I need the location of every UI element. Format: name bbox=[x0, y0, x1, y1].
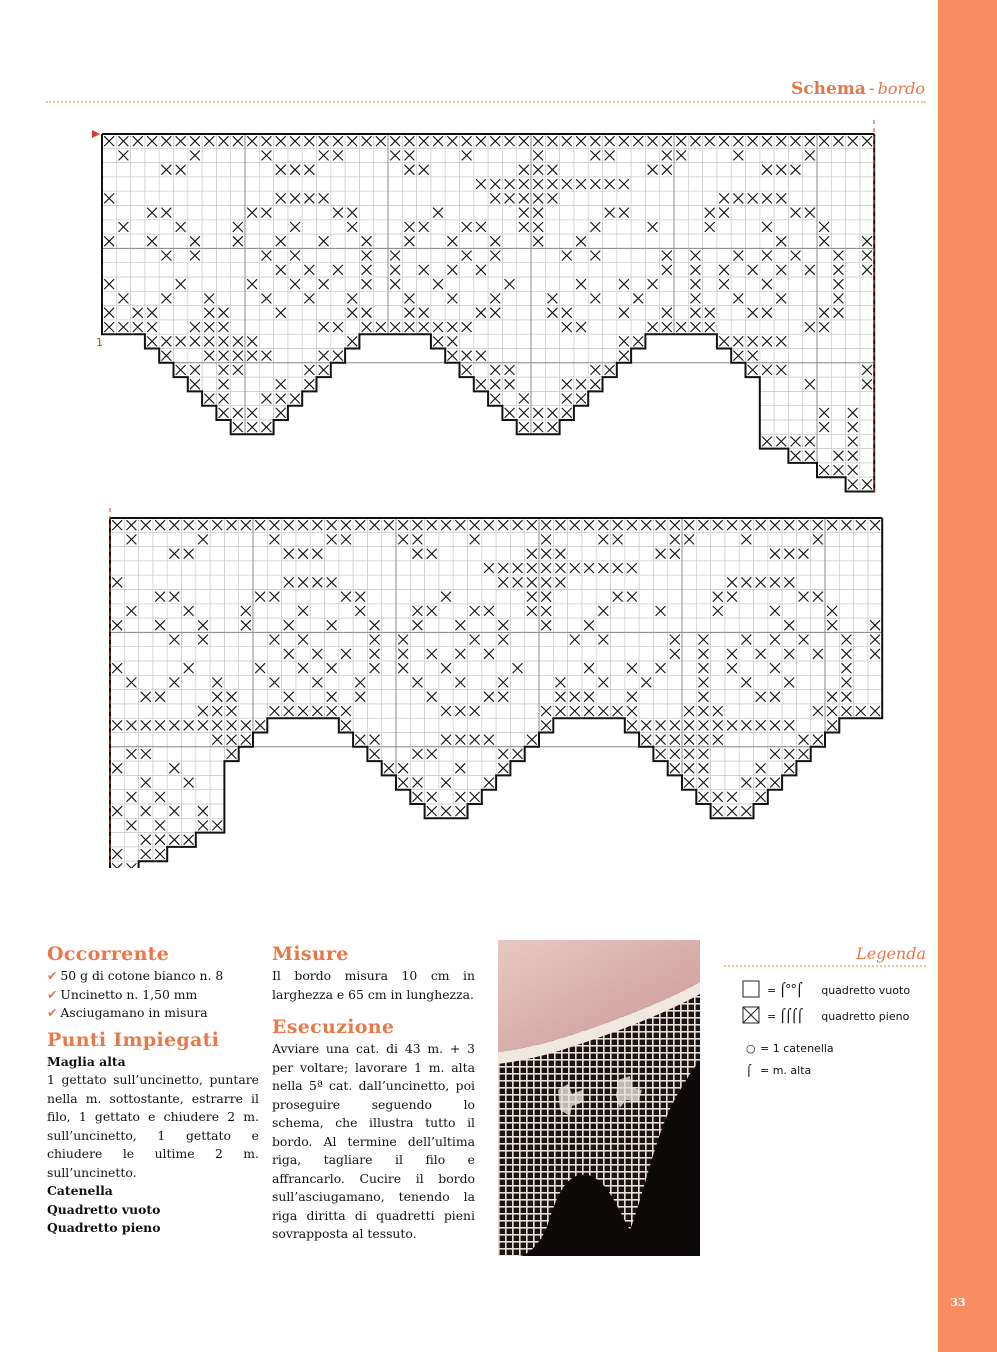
legend-row-filled bbox=[742, 1003, 926, 1029]
legend-row-catenella bbox=[746, 1037, 926, 1059]
chart-grid-bottom bbox=[80, 508, 900, 868]
chain-icon: ○ bbox=[746, 1041, 756, 1055]
occorrente-heading: Occorrente bbox=[47, 943, 170, 965]
quadretto-pieno-label: Quadretto pieno bbox=[47, 1220, 161, 1235]
page-header bbox=[791, 79, 925, 99]
header-separator: - bbox=[868, 79, 875, 99]
material-item: Asciugamano in misura bbox=[60, 1005, 208, 1020]
lace-photo-illustration bbox=[498, 940, 700, 1256]
left-column bbox=[47, 943, 259, 1238]
check-icon: ✔ bbox=[47, 1005, 58, 1020]
legend-row-malta bbox=[746, 1059, 926, 1081]
materials-list bbox=[47, 967, 259, 1023]
list-item bbox=[47, 1004, 259, 1023]
legend-label: = m. alta bbox=[760, 1063, 812, 1077]
legend-title: Legenda bbox=[856, 944, 926, 963]
empty-square-icon bbox=[742, 980, 764, 1001]
maglia-alta-label: Maglia alta bbox=[47, 1053, 126, 1069]
header-rule bbox=[46, 101, 926, 103]
legend-eq: = bbox=[767, 983, 777, 997]
legend-rule bbox=[724, 965, 926, 967]
list-item bbox=[47, 967, 259, 986]
side-tab bbox=[938, 0, 997, 1352]
esecuzione-heading: Esecuzione bbox=[272, 1016, 395, 1038]
esecuzione-text: Avviare una cat. di 43 m. + 3 per voltare; lavorare 1 m. alta nella 5ª cat. dall’uncinetto, poi proseguire seguendo lo schema, che illustra tutto il bordo. Al termine dell’ultima riga, tagliare il filo e affrancarlo. Cucire il bordo sull’asciugamano, tenendo la riga diritta di quadretti pieni sovrapposta al tessuto. bbox=[272, 1041, 475, 1241]
misure-heading: Misure bbox=[272, 943, 349, 965]
legend-row-empty bbox=[742, 977, 926, 1003]
stitch-symbols: ⌠⌠⌠⌠ bbox=[779, 1008, 803, 1024]
chart-grid-top bbox=[80, 120, 900, 500]
legend bbox=[724, 944, 926, 1081]
maglia-alta-text: 1 gettato sull’uncinetto, puntare nella m. sottostante, estrarre il filo, 1 gettato e chiudere 2 m. sull’uncinetto, 1 gettato e chiudere le ultime 2 m. sull’uncinetto. bbox=[47, 1072, 259, 1180]
page-number: 33 bbox=[950, 1296, 966, 1309]
product-photo bbox=[498, 940, 700, 1256]
material-item: 50 g di cotone bianco n. 8 bbox=[60, 968, 224, 983]
legend-label: = 1 catenella bbox=[760, 1041, 834, 1055]
misure-text: Il bordo misura 10 cm in larghezza e 65 cm in lunghezza. bbox=[272, 968, 475, 1002]
punti-heading: Punti Impiegati bbox=[47, 1028, 220, 1051]
filled-square-icon bbox=[742, 1006, 764, 1027]
treble-stitch-icon: ⌠ bbox=[746, 1063, 752, 1077]
legend-label: quadretto vuoto bbox=[821, 983, 911, 997]
header-subtitle: bordo bbox=[877, 79, 925, 98]
material-item: Uncinetto n. 1,50 mm bbox=[60, 986, 198, 1002]
legend-label: quadretto pieno bbox=[821, 1009, 910, 1023]
legend-eq: = bbox=[767, 1009, 777, 1023]
stitch-symbols: ⌠°°⌠ bbox=[779, 982, 802, 998]
header-title: Schema bbox=[791, 79, 866, 99]
list-item bbox=[47, 986, 259, 1005]
filet-chart-top bbox=[80, 120, 900, 500]
check-icon: ✔ bbox=[47, 986, 58, 1002]
middle-column bbox=[272, 943, 475, 1244]
filet-chart-bottom bbox=[80, 508, 900, 868]
catenella-label: Catenella bbox=[47, 1183, 113, 1198]
row-number: 1 bbox=[96, 336, 103, 349]
check-icon: ✔ bbox=[47, 968, 58, 983]
quadretto-vuoto-label: Quadretto vuoto bbox=[47, 1201, 161, 1217]
